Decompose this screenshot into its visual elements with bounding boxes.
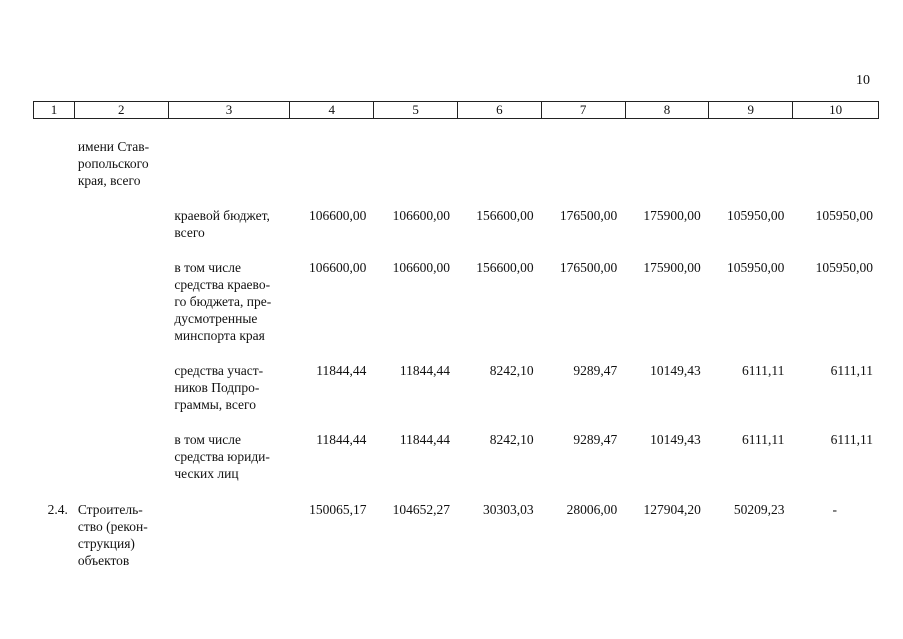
row-number	[33, 362, 74, 413]
value-col-8	[623, 138, 707, 189]
value-col-6: 30303,03	[483, 502, 534, 517]
value-col-9: 105950,00	[727, 260, 785, 275]
table-row	[33, 138, 879, 189]
value-col-7: 28006,00	[566, 502, 618, 517]
value-col-6	[456, 138, 540, 189]
object-name	[74, 259, 168, 344]
value-col-9: 6111,11	[742, 363, 785, 378]
value-col-7: 176500,00	[559, 208, 618, 223]
value-col-5: 106600,00	[392, 208, 451, 223]
value-col-6: 8242,10	[489, 432, 534, 447]
object-name: имени Став- ропольского края, всего	[77, 139, 150, 188]
value-col-8: 175900,00	[643, 208, 701, 223]
value-col-8: 127904,20	[643, 502, 701, 517]
object-name	[74, 362, 168, 413]
value-col-5: 106600,00	[392, 260, 451, 275]
value-col-5: 11844,44	[399, 363, 451, 378]
object-name: Строитель- ство (рекон- струкция) объектов	[77, 502, 148, 568]
table-row	[33, 501, 879, 569]
value-col-6: 8242,10	[489, 363, 534, 378]
value-col-5: 104652,27	[392, 502, 451, 517]
value-col-10: 6111,11	[830, 363, 873, 378]
value-col-7: 9289,47	[573, 363, 618, 378]
value-col-8: 10149,43	[650, 432, 701, 447]
header-col-9: 9	[709, 102, 793, 118]
header-col-6: 6	[458, 102, 542, 118]
value-col-8: 175900,00	[643, 260, 701, 275]
value-col-7: 176500,00	[559, 260, 618, 275]
header-col-10: 10	[829, 102, 843, 117]
header-col-3: 3	[169, 102, 291, 118]
value-col-10: 6111,11	[830, 432, 873, 447]
value-col-9: 50209,23	[733, 502, 785, 517]
value-col-4: 11844,44	[316, 432, 367, 447]
value-col-4	[289, 138, 373, 189]
funding-source	[167, 138, 288, 189]
row-number	[33, 259, 74, 344]
value-col-10: -	[832, 502, 837, 517]
row-number	[33, 431, 74, 482]
header-col-1: 1	[34, 102, 75, 118]
value-col-7: 9289,47	[573, 432, 618, 447]
funding-source	[167, 501, 288, 569]
value-col-5	[372, 138, 456, 189]
row-number	[33, 207, 74, 241]
row-number	[33, 138, 74, 189]
value-col-8: 10149,43	[650, 363, 701, 378]
funding-source: в том числе средства краево- го бюджета, пре- дусмотренные минспорта края	[174, 260, 272, 343]
value-col-9: 105950,00	[727, 208, 785, 223]
table-row	[33, 207, 879, 241]
row-number: 2.4.	[47, 502, 68, 517]
page-number: 10	[856, 73, 870, 88]
value-col-10	[790, 138, 879, 189]
value-col-10: 105950,00	[815, 208, 873, 223]
value-col-10: 105950,00	[815, 260, 873, 275]
object-name	[74, 431, 168, 482]
funding-source: краевой бюджет, всего	[174, 208, 270, 240]
table-header	[33, 101, 879, 119]
value-col-4: 106600,00	[309, 260, 367, 275]
table-row	[33, 431, 879, 482]
value-col-4: 11844,44	[316, 363, 367, 378]
value-col-6: 156600,00	[476, 260, 534, 275]
value-col-4: 150065,17	[309, 502, 367, 517]
funding-source: в том числе средства юриди- ческих лиц	[174, 432, 270, 481]
value-col-5: 11844,44	[399, 432, 451, 447]
header-col-8: 8	[626, 102, 710, 118]
header-col-7: 7	[542, 102, 626, 118]
value-col-4: 106600,00	[309, 208, 367, 223]
value-col-9: 6111,11	[742, 432, 785, 447]
header-col-4: 4	[290, 102, 374, 118]
value-col-9	[707, 138, 791, 189]
value-col-7	[540, 138, 624, 189]
header-col-2: 2	[75, 102, 169, 118]
table-row	[33, 259, 879, 344]
header-col-5: 5	[374, 102, 458, 118]
funding-source: средства участ- ников Подпро- граммы, всего	[174, 363, 264, 412]
object-name	[74, 207, 168, 241]
value-col-6: 156600,00	[476, 208, 534, 223]
table-row	[33, 362, 879, 413]
